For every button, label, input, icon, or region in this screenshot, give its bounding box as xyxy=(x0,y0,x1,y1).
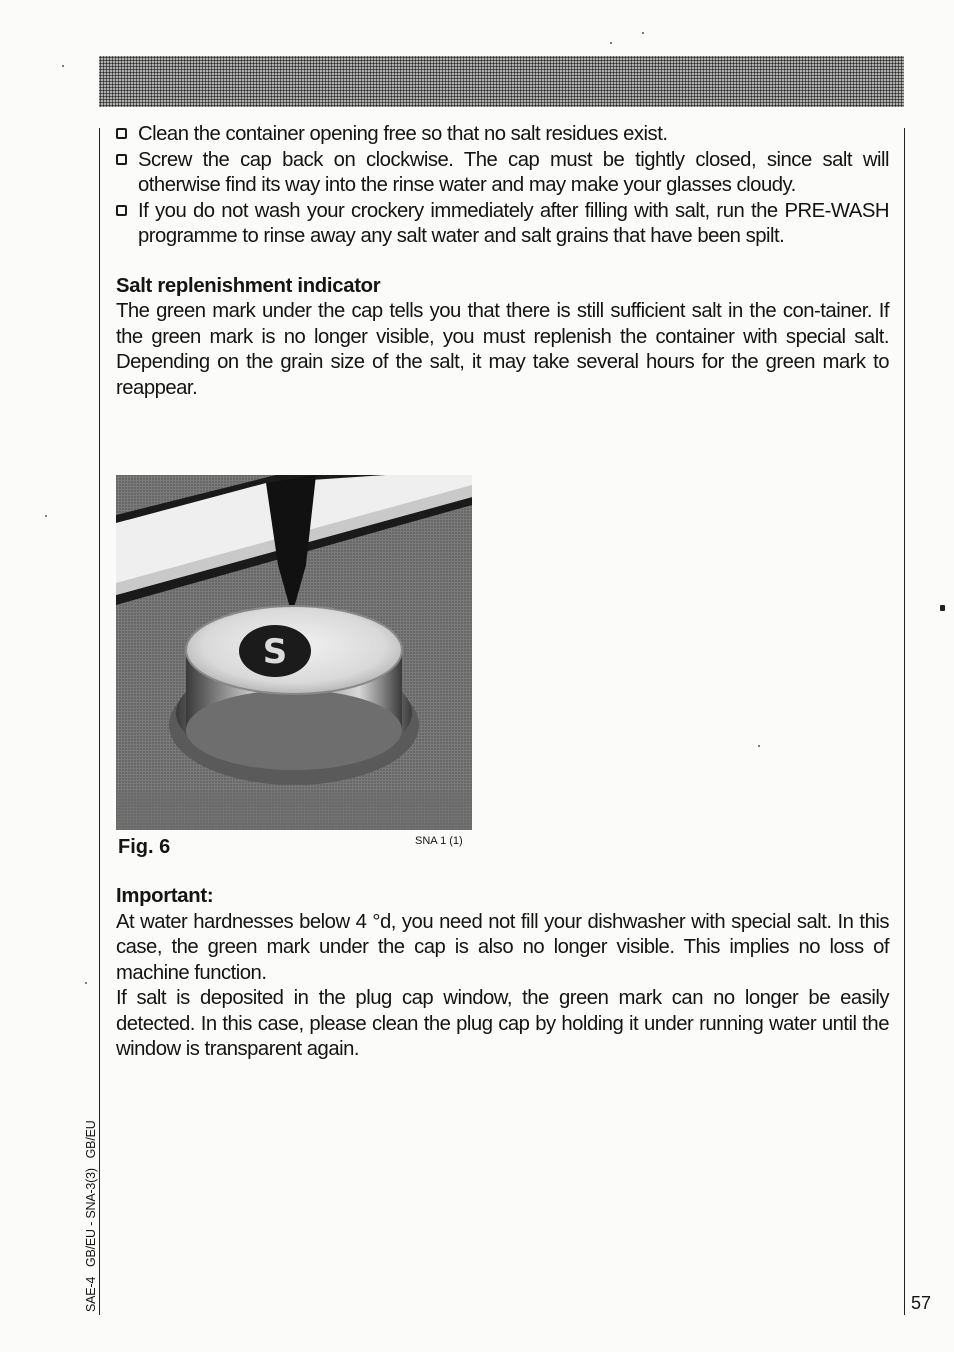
scan-speck xyxy=(610,42,612,44)
scan-speck xyxy=(940,605,945,611)
important-para-1: At water hardnesses below 4 °d, you need not fill your dishwasher with special salt. In this case, the green mark under the cap is also no longer visible. This implies no loss of machine function. xyxy=(116,910,889,984)
scan-speck xyxy=(45,515,47,517)
right-margin-rule xyxy=(904,128,905,1315)
important-section xyxy=(116,884,889,1063)
bullet-text: Clean the container opening free so that no salt residues exist. xyxy=(138,123,668,145)
salt-indicator-heading: Salt replenishment indicator xyxy=(116,274,381,297)
checkbox-square-icon xyxy=(116,128,127,139)
figure-salt-cap-image xyxy=(116,475,472,830)
page-number: 57 xyxy=(911,1293,932,1313)
left-margin-rule xyxy=(99,128,100,1315)
important-para-2: If salt is deposited in the plug cap window, the green mark can no longer be easily detected. In this case, please clean the plug cap by holding it under running water until the window is transparent again. xyxy=(116,987,889,1060)
bullet-text: Screw the cap back on clockwise. The cap must be tightly closed, since salt will otherwise find its way into the rinse water and may make your glasses cloudy. xyxy=(138,148,889,196)
scan-speck xyxy=(85,982,87,984)
bullet-item xyxy=(116,199,889,250)
bullet-item xyxy=(116,148,889,199)
salt-indicator-body: The green mark under the cap tells you that there is still sufficient salt in the con-tainer. If the green mark is no longer visible, you must replenish the container with special salt. Depending on the grain size of the salt, it may take several hours for the green mark to reappear. xyxy=(116,300,889,399)
bullet-item xyxy=(116,122,889,148)
checkbox-square-icon xyxy=(116,154,127,165)
cap-s-letter: S xyxy=(262,632,288,672)
figure-code: SNA 1 (1) xyxy=(415,835,463,847)
scan-speck xyxy=(62,65,64,67)
main-text xyxy=(116,122,889,401)
checkbox-square-icon xyxy=(116,205,127,216)
side-reference-code: SAE-4 GB/EU - SNA-3(3) GB/EU xyxy=(84,1120,98,1312)
figure-label: Fig. 6 xyxy=(118,836,171,858)
scan-speck xyxy=(758,745,760,747)
important-heading: Important: xyxy=(116,885,214,907)
bullet-text: If you do not wash your crockery immediately after filling with salt, run the PRE-WASH programme to rinse away any salt water and salt grains that have been spilt. xyxy=(138,199,889,247)
header-band xyxy=(99,56,904,107)
scan-speck xyxy=(642,32,644,34)
